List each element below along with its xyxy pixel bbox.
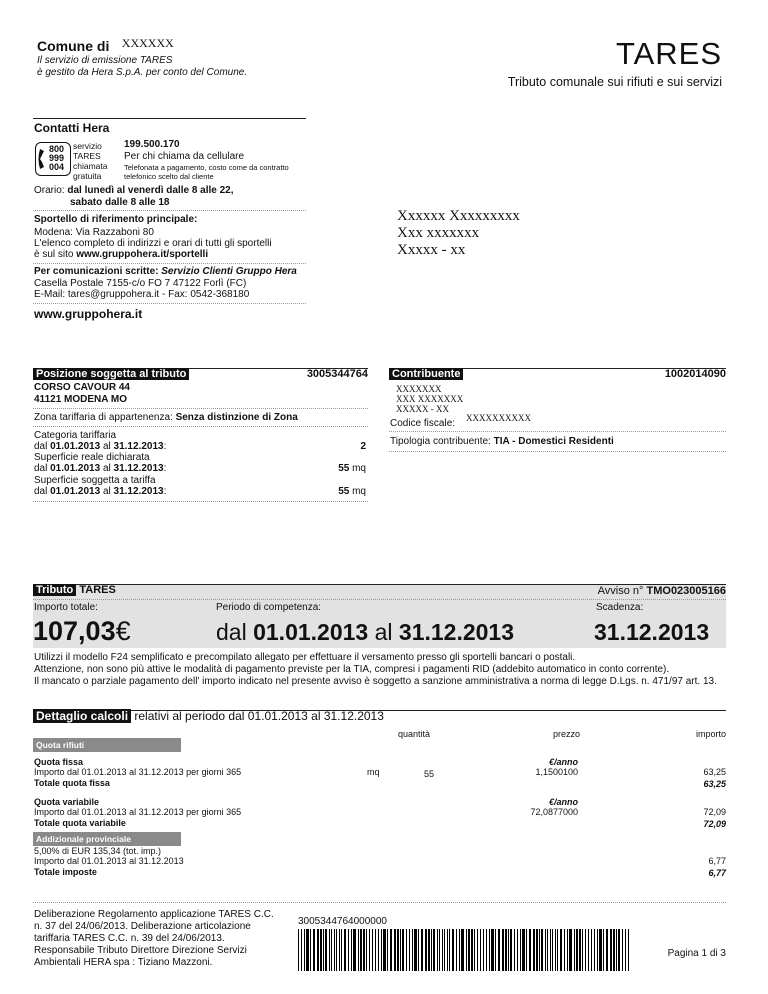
codice-fiscale-label: Codice fiscale: <box>390 418 456 429</box>
unit: mq <box>352 463 366 474</box>
superficie-reale-label: Superficie reale dichiarata <box>34 452 150 463</box>
period-mid: al <box>100 486 114 497</box>
barcode-bar <box>418 929 419 971</box>
period-to: 31.12.2013 <box>113 441 164 452</box>
orario-weekday: dal lunedì al venerdì dalle 8 alle 22, <box>67 185 234 196</box>
dettaglio-tag: Dettaglio calcoli <box>33 709 131 723</box>
quota-fissa-title: Quota fissa <box>34 757 84 767</box>
tributo-name: TARES <box>79 584 116 596</box>
contribuente-title <box>389 368 463 381</box>
barcode-bar <box>599 929 602 971</box>
freephone-label: servizio TARES chiamata gratuita <box>73 141 108 181</box>
barcode-bar <box>428 929 430 971</box>
superficie-tariffa-number: 55 <box>338 486 350 497</box>
barcode-bar <box>474 929 475 971</box>
contribuente-address: XXX XXXXXXX <box>396 394 464 404</box>
comune-heading <box>37 38 174 56</box>
barcode-bar <box>545 929 546 971</box>
barcode-bar <box>360 929 362 971</box>
scadenza-value: 31.12.2013 <box>594 619 710 645</box>
barcode-bar <box>336 929 337 971</box>
barcode-number: 3005344764000000 <box>298 916 387 927</box>
document-title: TARES <box>615 36 722 71</box>
note-tia: Attenzione, non sono più attive le modalità di pagamento previste per la TIA, compresi i pagamenti RID (addebito automatico in conto corrente). <box>34 664 670 675</box>
period-mid: al <box>100 441 114 452</box>
barcode-bar <box>402 929 404 971</box>
quota-variabile-total: 72,09 <box>703 819 726 829</box>
mobile-number: 199.500.170 <box>124 139 180 150</box>
barcode-bar <box>456 929 457 971</box>
barcode-bar <box>526 929 527 971</box>
totale-imposte-label: Totale imposte <box>34 867 97 877</box>
importo-value: 107,03 <box>33 616 116 646</box>
barcode-bar <box>468 929 470 971</box>
divider <box>33 426 368 427</box>
barcode-bar <box>547 929 548 971</box>
barcode-bar <box>331 929 332 971</box>
barcode-bar <box>397 929 399 971</box>
barcode-bar <box>344 929 346 971</box>
divider <box>33 599 726 600</box>
barcode-bar <box>555 929 556 971</box>
tributo-tag: Tributo <box>33 584 76 596</box>
avviso-number <box>500 585 726 598</box>
barcode-bar <box>536 929 538 971</box>
barcode-bar <box>622 929 623 971</box>
barcode-bar <box>489 929 490 971</box>
posizione-tag: Posizione soggetta al tributo <box>33 368 189 380</box>
barcode-bar <box>610 929 612 971</box>
sportello-link[interactable]: www.gruppohera.it/sportelli <box>76 249 209 260</box>
barcode-bar <box>394 929 396 971</box>
barcode-bar <box>560 929 562 971</box>
barcode-bar <box>533 929 535 971</box>
quota-variabile-desc: Importo dal 01.01.2013 al 31.12.2013 per giorni 365 <box>34 807 242 817</box>
barcode <box>298 929 638 971</box>
quota-fissa-qty: 55 <box>424 769 435 779</box>
barcode-bar <box>569 929 572 971</box>
note-f24: Utilizzi il modello F24 semplificato e precompilato allegato per effettuare il versamento presso gli sportelli bancari o postali. <box>34 652 576 663</box>
unit: mq <box>352 486 366 497</box>
barcode-bar <box>400 929 401 971</box>
quota-fissa-price: 1,1500100 <box>535 767 578 777</box>
mobile-label: Per chi chiama da cellulare <box>124 151 245 162</box>
quota-fissa-amount: 63,25 <box>703 767 726 777</box>
barcode-bar <box>486 929 487 971</box>
sportello-address: Modena: Via Razzaboni 80 <box>34 227 154 238</box>
barcode-bar <box>414 929 417 971</box>
quota-variabile-title: Quota variabile <box>34 797 100 807</box>
posizione-title <box>33 368 189 381</box>
barcode-bar <box>466 929 467 971</box>
barcode-bar <box>564 929 565 971</box>
barcode-bar <box>325 929 327 971</box>
barcode-bar <box>505 929 507 971</box>
barcode-bar <box>437 929 438 971</box>
barcode-bar <box>439 929 440 971</box>
addizionale-amount: 6,77 <box>708 856 726 866</box>
contatti-title: Contatti Hera <box>34 121 110 135</box>
barcode-bar <box>591 929 592 971</box>
periodo-prefix: dal <box>216 619 254 645</box>
avviso-value: TMO023005166 <box>646 585 726 597</box>
period-prefix: dal <box>34 441 51 452</box>
website-link[interactable]: www.gruppohera.it <box>34 307 143 321</box>
barcode-bar <box>353 929 356 971</box>
barcode-bar <box>588 929 589 971</box>
barcode-bar <box>477 929 478 971</box>
barcode-bar <box>431 929 432 971</box>
quota-fissa-total: 63,25 <box>703 779 726 789</box>
barcode-bar <box>378 929 379 971</box>
barcode-bar <box>341 929 342 971</box>
barcode-bar <box>514 929 515 971</box>
zona-value: Senza distinzione di Zona <box>175 412 298 423</box>
addizionale-header: Addizionale provinciale <box>33 832 181 846</box>
divider <box>33 263 306 264</box>
quota-fissa-unit: mq <box>367 767 380 777</box>
barcode-bar <box>317 929 319 971</box>
barcode-bar <box>491 929 494 971</box>
barcode-bar <box>508 929 509 971</box>
barcode-bar <box>409 929 410 971</box>
divider <box>33 408 368 409</box>
barcode-bar <box>366 929 367 971</box>
addizionale-desc-2: Importo dal 01.01.2013 al 31.12.2013 <box>34 856 184 866</box>
barcode-bar <box>582 929 583 971</box>
period-from: 01.01.2013 <box>50 486 101 497</box>
superficie-reale-period: dal 01.01.2013 al 31.12.2013: <box>34 463 167 474</box>
payment-notes <box>34 652 726 688</box>
tributo-heading <box>33 584 116 597</box>
barcode-bar <box>520 929 521 971</box>
barcode-bar <box>306 929 309 971</box>
barcode-bar <box>421 929 423 971</box>
barcode-bar <box>574 929 575 971</box>
barcode-bar <box>522 929 525 971</box>
barcode-bar <box>387 929 388 971</box>
barcode-bar <box>442 929 443 971</box>
quota-variabile-price: 72,0877000 <box>530 807 578 817</box>
barcode-bar <box>461 929 464 971</box>
divider <box>33 303 306 304</box>
quota-variabile-total-label: Totale quota variabile <box>34 818 126 828</box>
barcode-bar <box>552 929 553 971</box>
scadenza-label: Scadenza: <box>596 602 644 613</box>
superficie-tariffa-label: Superficie soggetta a tariffa <box>34 475 156 486</box>
barcode-bar <box>594 929 595 971</box>
sportello-site-prefix: è sul sito <box>34 249 77 260</box>
freephone-number: 800 999 004 <box>49 144 65 172</box>
recipient-city: Xxxxx - xx <box>397 242 466 258</box>
barcode-bar <box>383 929 386 971</box>
barcode-bar <box>351 929 352 971</box>
categoria-value: 2 <box>360 441 366 452</box>
barcode-bar <box>381 929 382 971</box>
contribuente-code: 1002014090 <box>664 368 726 380</box>
period-mid: al <box>100 463 114 474</box>
barcode-bar <box>412 929 413 971</box>
barcode-bar <box>550 929 551 971</box>
orario-saturday: sabato dalle 8 alle 18 <box>70 197 170 208</box>
period-from: 01.01.2013 <box>50 463 101 474</box>
barcode-bar <box>613 929 615 971</box>
barcode-bar <box>541 929 543 971</box>
barcode-bar <box>576 929 578 971</box>
col-quantita: quantità <box>398 729 431 739</box>
barcode-bar <box>363 929 365 971</box>
barcode-bar <box>304 929 305 971</box>
zona-tariffaria <box>34 412 298 424</box>
barcode-bar <box>339 929 340 971</box>
sportello-site <box>34 249 208 261</box>
barcode-bar <box>320 929 322 971</box>
period-from: 01.01.2013 <box>50 441 101 452</box>
contatti-rule <box>33 118 306 119</box>
importo-totale <box>33 616 131 646</box>
orario-label: Orario: <box>34 185 65 196</box>
barcode-bar <box>616 929 617 971</box>
barcode-bar <box>529 929 531 971</box>
barcode-bar <box>483 929 484 971</box>
superficie-tariffa-value <box>318 486 366 498</box>
quota-variabile-price-unit: €/anno <box>548 797 578 807</box>
page-number: Pagina 1 di 3 <box>667 948 726 959</box>
quota-fissa-total-label: Totale quota fissa <box>34 778 110 788</box>
tipologia-label: Tipologia contribuente: <box>390 436 494 447</box>
categoria-period: dal 01.01.2013 al 31.12.2013: <box>34 441 167 452</box>
dettaglio-subtitle: relativi al periodo dal 01.01.2013 al 31.12.2013 <box>134 709 384 723</box>
comune-name: XXXXXX <box>121 36 174 50</box>
barcode-bar <box>313 929 315 971</box>
note-sanzione: Il mancato o parziale pagamento dell' importo indicato nel presente avviso è soggetto a sanzione amministrativa a norma di legge D.Lgs. n. 471/97 art. 13. <box>34 676 717 687</box>
barcode-bar <box>459 929 460 971</box>
barcode-bar <box>452 929 454 971</box>
phone-icon <box>37 148 49 170</box>
comunicazioni-title <box>34 266 297 278</box>
barcode-bar <box>301 929 302 971</box>
barcode-bar <box>579 929 581 971</box>
barcode-bar <box>510 929 512 971</box>
col-prezzo: prezzo <box>553 729 581 739</box>
currency-symbol: € <box>115 616 131 646</box>
freephone-badge <box>35 142 71 176</box>
barcode-bar <box>425 929 427 971</box>
document-subtitle: Tributo comunale sui rifiuti e sui servizi <box>507 75 722 89</box>
period-prefix: dal <box>34 463 51 474</box>
superficie-tariffa-period: dal 01.01.2013 al 31.12.2013: <box>34 486 167 497</box>
codice-fiscale-value: XXXXXXXXXX <box>466 413 531 423</box>
barcode-bar <box>618 929 620 971</box>
tipologia-value: TIA - Domestici Residenti <box>493 436 614 447</box>
barcode-bar <box>406 929 407 971</box>
barcode-bar <box>539 929 540 971</box>
barcode-bar <box>310 929 311 971</box>
tipologia-contribuente <box>390 436 614 448</box>
periodo-from: 01.01.2013 <box>253 619 369 645</box>
barcode-bar <box>585 929 586 971</box>
quota-rifiuti-header: Quota rifiuti <box>33 738 181 752</box>
addizionale-desc-1: 5,00% di EUR 135,34 (tot. imp.) <box>34 846 162 856</box>
barcode-bar <box>495 929 496 971</box>
barcode-bar <box>433 929 435 971</box>
barcode-bar <box>334 929 335 971</box>
footer-divider <box>33 902 726 903</box>
comune-label: Comune di <box>37 38 110 54</box>
barcode-bar <box>449 929 450 971</box>
zona-label: Zona tariffaria di appartenenza: <box>34 412 176 423</box>
contribuente-name: XXXXXXX <box>396 384 442 394</box>
barcode-bar <box>447 929 448 971</box>
quota-variabile-amount: 72,09 <box>703 807 726 817</box>
dettaglio-heading <box>33 709 384 723</box>
periodo-competenza <box>216 618 514 646</box>
barcode-bar <box>480 929 481 971</box>
period-to: 31.12.2013 <box>113 486 164 497</box>
importo-label: Importo totale: <box>34 602 98 613</box>
categoria-label: Categoria tariffaria <box>34 430 117 441</box>
barcode-bar <box>597 929 598 971</box>
header-line-1: Il servizio di emissione TARES <box>37 55 173 66</box>
delibera-text: Deliberazione Regolamento applicazione TARES C.C. n. 37 del 24/06/2013. Deliberazione articolazione tariffaria TARES C.C. n. 39 del 24/06/2013. Responsabile Tributo Direttore Direzione Servizi Ambientali HERA spa : Tiziano Mazzoni. <box>34 909 274 968</box>
quota-fissa-desc: Importo dal 01.01.2013 al 31.12.2013 per giorni 365 <box>34 767 242 777</box>
divider <box>33 501 368 502</box>
superficie-reale-value <box>318 463 366 475</box>
posizione-code: 3005344764 <box>306 368 368 380</box>
barcode-bar <box>358 929 359 971</box>
barcode-bar <box>606 929 608 971</box>
comunicazioni-label: Per comunicazioni scritte: <box>34 266 162 277</box>
barcode-bar <box>369 929 370 971</box>
orario <box>34 185 234 197</box>
barcode-bar <box>372 929 373 971</box>
header-line-2: è gestito da Hera S.p.A. per conto del Comune. <box>37 67 248 78</box>
barcode-bar <box>329 929 330 971</box>
barcode-bar <box>557 929 558 971</box>
barcode-bar <box>375 929 376 971</box>
email-fax: E-Mail: tares@gruppohera.it - Fax: 0542-368180 <box>34 289 250 300</box>
recipient-address: Xxx xxxxxxx <box>397 225 480 241</box>
recipient-name: Xxxxxx Xxxxxxxxx <box>397 208 520 224</box>
contribuente-city: XXXXX - XX <box>396 404 449 414</box>
barcode-bar <box>298 929 299 971</box>
mobile-note: Telefonata a pagamento, costo come da contratto telefonico scelto dal cliente <box>124 163 289 181</box>
divider <box>389 431 726 432</box>
casella-postale: Casella Postale 7155-c/o FO 7 47122 Forlì (FC) <box>34 278 247 289</box>
barcode-bar <box>348 929 349 971</box>
barcode-bar <box>567 929 568 971</box>
barcode-bar <box>471 929 473 971</box>
periodo-to: 31.12.2013 <box>398 619 515 645</box>
periodo-label: Periodo di competenza: <box>216 602 322 613</box>
superficie-reale-number: 55 <box>338 463 350 474</box>
barcode-bar <box>517 929 518 971</box>
quota-fissa-price-unit: €/anno <box>548 757 578 767</box>
period-to: 31.12.2013 <box>113 463 164 474</box>
col-importo: importo <box>695 729 726 739</box>
periodo-mid: al <box>368 619 399 645</box>
posizione-address-2: 41121 MODENA MO <box>34 394 127 405</box>
divider <box>389 451 726 452</box>
contribuente-tag: Contribuente <box>389 368 463 380</box>
posizione-address-1: CORSO CAVOUR 44 <box>34 382 130 393</box>
divider <box>33 210 306 211</box>
servizio-clienti-label: Servizio Clienti Gruppo Hera <box>161 266 297 277</box>
sportello-title: Sportello di riferimento principale: <box>34 214 198 225</box>
barcode-bar <box>323 929 324 971</box>
totale-imposte: 6,77 <box>708 868 726 878</box>
barcode-bar <box>444 929 445 971</box>
sportello-list-note: L'elenco completo di indirizzi e orari di tutti gli sportelli <box>34 238 272 249</box>
barcode-bar <box>390 929 392 971</box>
avviso-label: Avviso n° <box>597 585 647 597</box>
period-prefix: dal <box>34 486 51 497</box>
barcode-bar <box>603 929 604 971</box>
barcode-bar <box>498 929 500 971</box>
barcode-bar <box>502 929 504 971</box>
